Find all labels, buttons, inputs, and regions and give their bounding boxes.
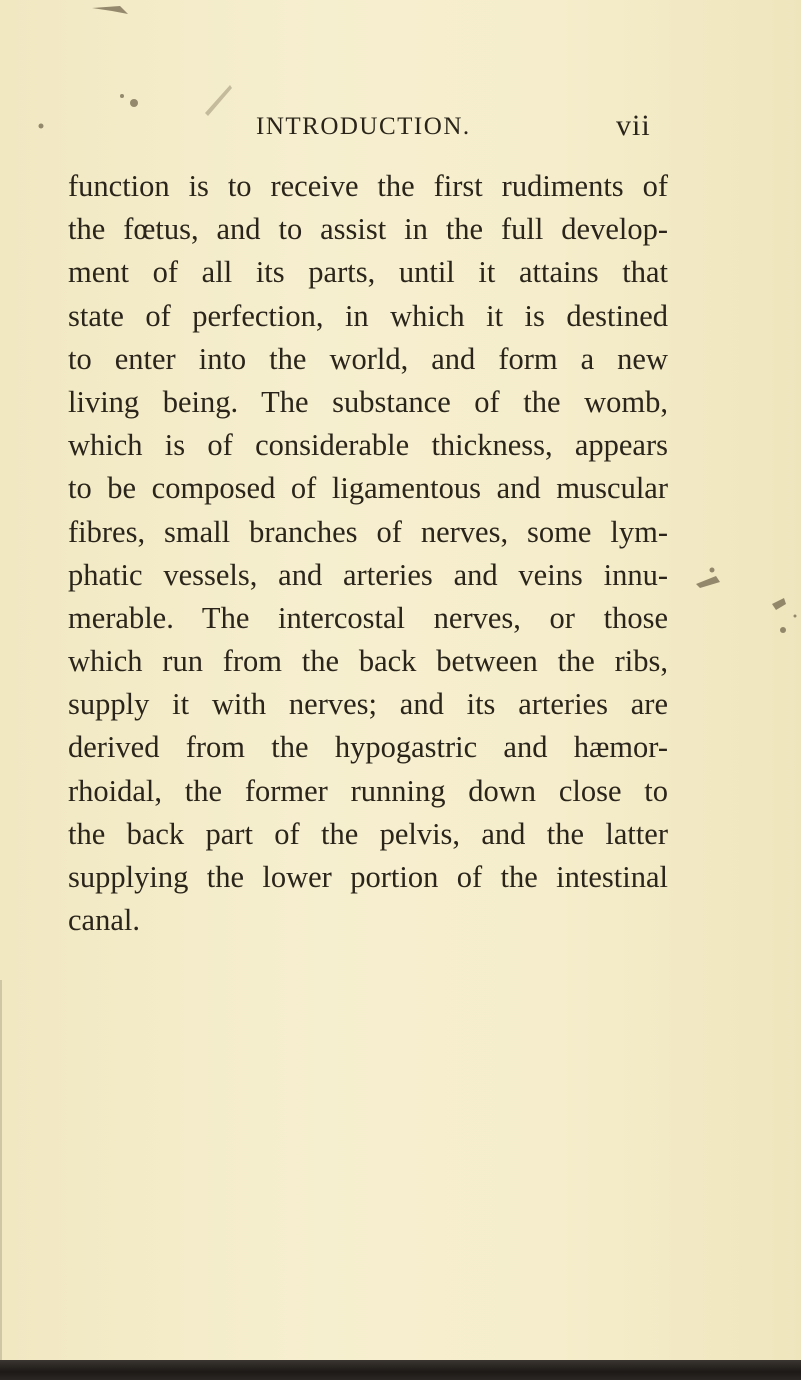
text-line: canal.	[68, 903, 140, 938]
text-line: rhoidal, the former running down close to	[68, 773, 668, 808]
text-line: derived from the hypogastric and hæmor-	[68, 730, 668, 765]
text-line: state of perfection, in which it is destined	[68, 298, 668, 333]
text-line: supplying the lower portion of the intestinal	[68, 860, 668, 894]
ink-mark	[772, 598, 786, 610]
text-line: to enter into the world, and form a new	[68, 341, 668, 376]
page-number: vii	[616, 109, 651, 142]
text-line: ment of all its parts, until it attains that	[68, 255, 668, 290]
text-line: fibres, small branches of nerves, some lym-	[68, 514, 668, 549]
text-line: the fœtus, and to assist in the full develop-	[68, 212, 668, 247]
scan-bottom-edge	[0, 1360, 801, 1380]
text-line: the back part of the pelvis, and the latter	[68, 816, 668, 851]
text-line: merable. The intercostal nerves, or those	[68, 600, 668, 635]
ink-speck	[710, 568, 715, 573]
body-paragraph	[68, 165, 668, 942]
text-line: supply it with nerves; and its arteries are	[68, 687, 668, 722]
text-line: function is to receive the first rudiments of	[68, 169, 668, 203]
page-header	[0, 109, 801, 152]
ink-speck	[794, 615, 797, 618]
ink-mark	[696, 576, 720, 588]
ink-mark	[92, 6, 128, 14]
running-head: INTRODUCTION.	[256, 113, 471, 140]
page-edge	[0, 980, 2, 1360]
text-line: phatic vessels, and arteries and veins innu-	[68, 557, 668, 592]
text-line: which is of considerable thickness, appears	[68, 428, 668, 463]
text-line: to be composed of ligamentous and muscular	[68, 471, 668, 506]
ink-speck	[120, 94, 124, 98]
text-line: living being. The substance of the womb,	[68, 384, 668, 419]
text-line: which run from the back between the ribs,	[68, 644, 668, 679]
ink-speck	[780, 627, 786, 633]
ink-speck	[130, 99, 138, 107]
